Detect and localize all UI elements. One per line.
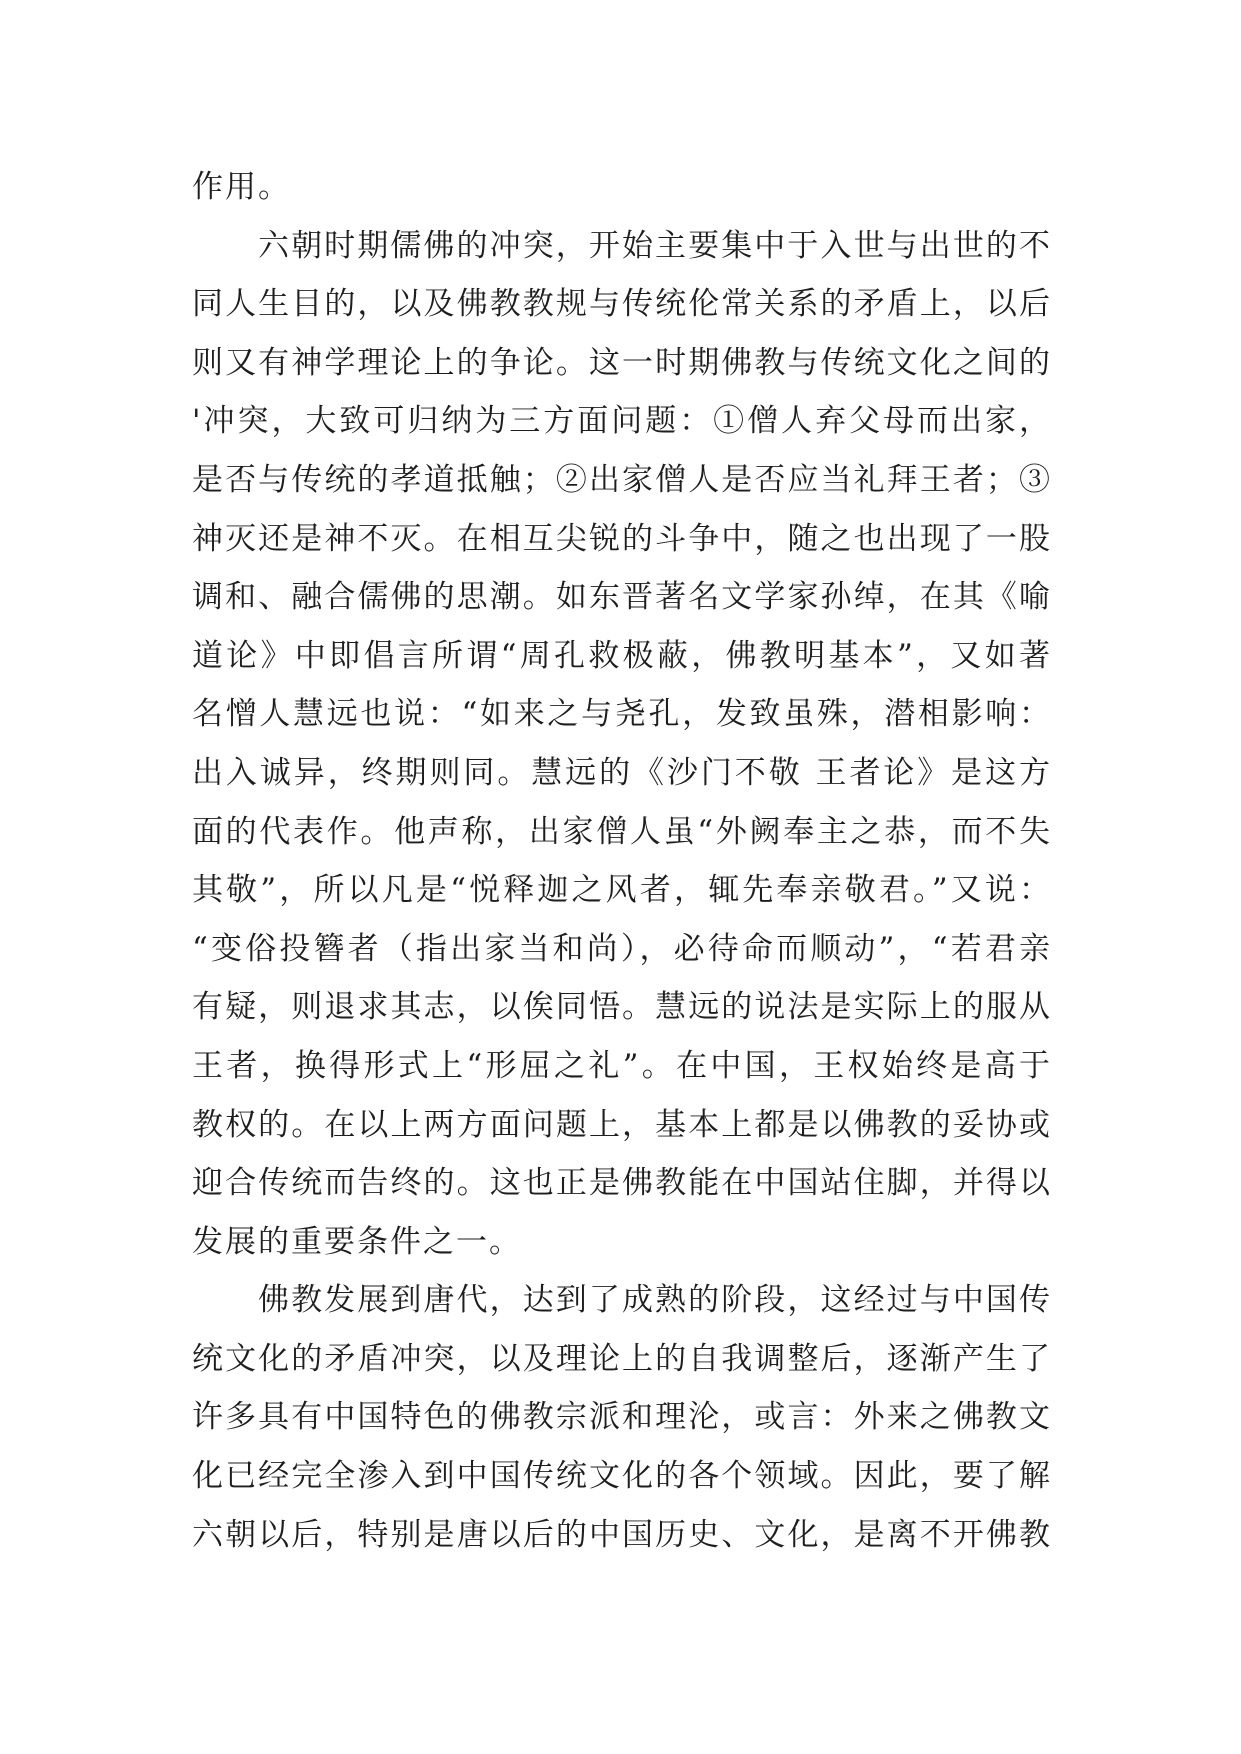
body-text bbox=[192, 158, 1052, 1564]
text-line: 调和、融合儒佛的思潮。如东晋著名文学家孙绰，在其《喻 bbox=[192, 579, 1052, 616]
text-line: 神灭还是神不灭。在相互尖锐的斗争中，随之也出现了一股 bbox=[192, 520, 1052, 557]
text-line: 有疑，则退求其志，以俟同悟。慧远的说法是实际上的服从 bbox=[192, 989, 1052, 1026]
text-line: 统文化的矛盾冲突，以及理论上的自我调整后，逐渐产生了 bbox=[192, 1340, 1052, 1377]
text-line: 教权的。在以上两方面问题上，基本上都是以佛教的妥协或 bbox=[192, 1106, 1052, 1143]
text-line: 面的代表作。他声称，出家僧人虽“外阙奉主之恭，而不失 bbox=[192, 813, 1052, 850]
text-line: 六朝时期儒佛的冲突，开始主要集中于入世与出世的不 bbox=[258, 227, 1052, 264]
text-line: 出入诚异，终期则同。慧远的《沙门不敬 王者论》是这方 bbox=[192, 754, 1052, 791]
text-line: 化已经完全渗入到中国传统文化的各个领域。因此，要了解 bbox=[192, 1458, 1052, 1495]
text-line: 名憎人慧远也说：“如来之与尧孔，发致虽殊，潜相影响： bbox=[192, 696, 1052, 733]
text-line: 六朝以后，特别是唐以后的中国历史、文化，是离不开佛教 bbox=[192, 1516, 1052, 1553]
text-line: 则又有神学理论上的争论。这一时期佛教与传统文化之间的 bbox=[192, 344, 1052, 381]
text-line: 道论》中即倡言所谓“周孔救极蔽，佛教明基本”，又如著 bbox=[192, 637, 1052, 674]
text-line: “变俗投簪者（指出家当和尚），必待命而顺动”，“若君亲 bbox=[192, 930, 1052, 967]
text-line: 许多具有中国特色的佛教宗派和理沦，或言：外来之佛教文 bbox=[192, 1399, 1052, 1436]
text-line: 迎合传统而告终的。这也正是佛教能在中国站住脚，并得以 bbox=[192, 1165, 1052, 1202]
text-line: 同人生目的，以及佛教教规与传统伦常关系的矛盾上，以后 bbox=[192, 286, 1052, 323]
text-line: 作用。 bbox=[192, 169, 291, 205]
text-line: 发展的重要条件之一。 bbox=[192, 1223, 522, 1260]
text-line: 其敬”，所以凡是“悦释迦之风者，辄先奉亲敬君。”又说： bbox=[192, 872, 1052, 909]
text-line: 是否与传统的孝道抵触；②出家僧人是否应当礼拜王者；③ bbox=[192, 461, 1052, 498]
text-line: 王者，换得形式上“形屈之礼”。在中国，王权始终是高于 bbox=[192, 1047, 1052, 1084]
text-line: 佛教发展到唐代，达到了成熟的阶段，这经过与中国传 bbox=[258, 1282, 1052, 1319]
text-line: '冲突，大致可归纳为三方面问题：①僧人弃父母而出家， bbox=[192, 403, 1052, 440]
